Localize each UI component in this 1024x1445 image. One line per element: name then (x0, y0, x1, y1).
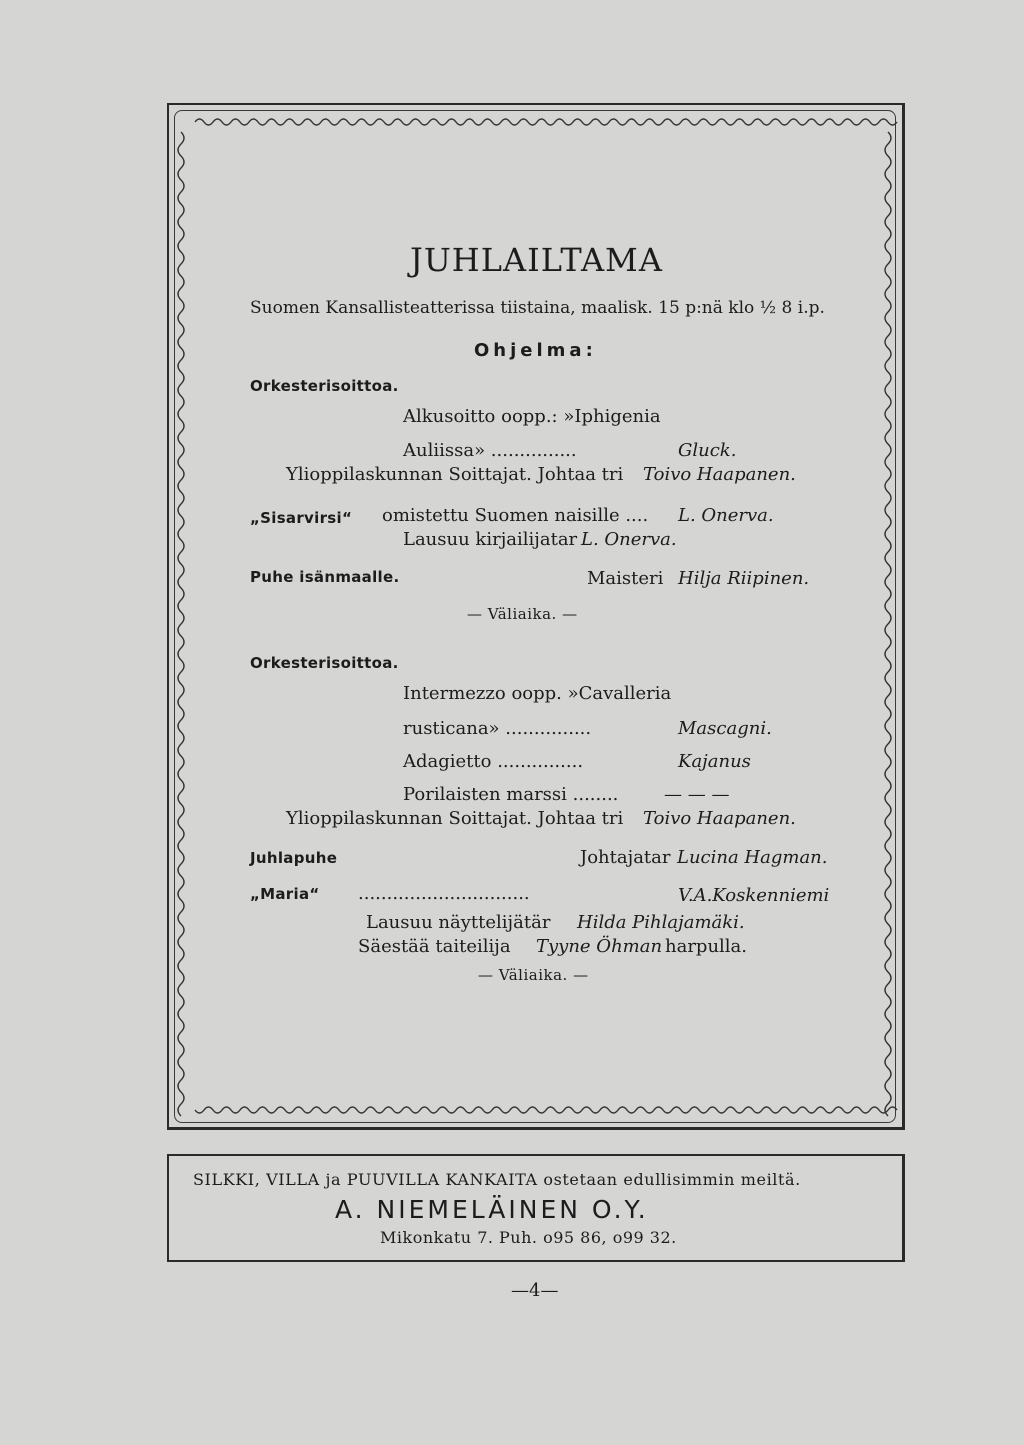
hymn-title: „Sisarvirsi“ (250, 509, 353, 527)
advert-line1: SILKKI, VILLA ja PUUVILLA KANKAITA ostetaan edullisimmin meiltä. (193, 1170, 801, 1189)
maria-title: „Maria“ (250, 885, 320, 903)
ornament-segment (885, 132, 891, 1116)
conductor-1: Toivo Haapanen. (643, 464, 796, 485)
speech-title: Maisteri (587, 568, 664, 589)
speech-speaker: Hilja Riipinen. (678, 568, 810, 589)
maria-author: V.A.Koskenniemi (678, 885, 830, 906)
page-number: —4— (511, 1280, 559, 1301)
advert-company: A. NIEMELÄINEN O.Y. (335, 1195, 649, 1224)
hymn-text: omistettu Suomen naisille .... (382, 505, 649, 526)
overture-composer: Gluck. (678, 440, 737, 461)
adagietto: Adagietto ............... (403, 751, 584, 772)
festspeech-heading: Juhlapuhe (250, 849, 338, 867)
intermezzo-composer: Mascagni. (678, 718, 772, 739)
maria-music-name: Tyyne Öhman (536, 936, 663, 957)
march: Porilaisten marssi ........ (403, 784, 619, 805)
ornament-segment (195, 119, 897, 125)
speech-heading: Puhe isänmaalle. (250, 568, 400, 586)
intermission-2: — Väliaika. — (478, 966, 589, 984)
conductor-2: Toivo Haapanen. (643, 808, 796, 829)
maria-recital: Lausuu näyttelijätär (366, 912, 551, 933)
event-subtitle: Suomen Kansallisteatterissa tiistaina, maalisk. 15 p:nä klo ½ 8 i.p. (250, 298, 825, 318)
maria-music-end: harpulla. (665, 936, 748, 957)
orchestra-line-2: Ylioppilaskunnan Soittajat. Johtaa tri (286, 808, 624, 829)
section2-heading: Orkesterisoittoa. (250, 654, 399, 672)
overture-line2: Auliissa» ............... (403, 440, 577, 461)
orchestra-line-1: Ylioppilaskunnan Soittajat. Johtaa tri (286, 464, 624, 485)
maria-dots: .............................. (358, 883, 530, 904)
hymn-author: L. Onerva. (678, 505, 774, 526)
festspeech-title: Johtajatar (580, 847, 671, 868)
maria-music: Säestää taiteilija (358, 936, 511, 957)
program-heading: Ohjelma: (474, 340, 597, 361)
march-composer: — — — (664, 784, 730, 805)
advert-address: Mikonkatu 7. Puh. o95 86, o99 32. (380, 1228, 677, 1247)
intermezzo-line2: rusticana» ............... (403, 718, 592, 739)
overture-line1: Alkusoitto oopp.: »Iphigenia (403, 406, 661, 427)
ornament-segment (178, 132, 184, 1116)
ornament-segment (195, 1107, 897, 1113)
intermezzo-line1: Intermezzo oopp. »Cavalleria (403, 683, 672, 704)
adagietto-composer: Kajanus (678, 751, 751, 772)
recital-name: L. Onerva. (581, 529, 677, 550)
recital-line: Lausuu kirjailijatar (403, 529, 578, 550)
festspeech-speaker: Lucina Hagman. (677, 847, 828, 868)
section1-heading: Orkesterisoittoa. (250, 377, 399, 395)
intermission-1: — Väliaika. — (467, 605, 578, 623)
page-title: JUHLAILTAMA (410, 241, 663, 279)
maria-recital-name: Hilda Pihlajamäki. (577, 912, 745, 933)
